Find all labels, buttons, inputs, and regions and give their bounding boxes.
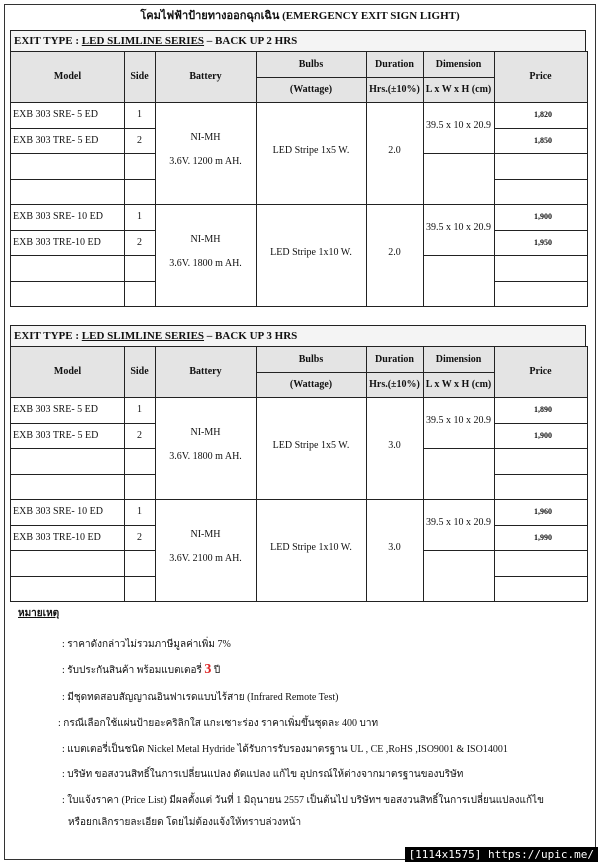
dimension-divider xyxy=(423,448,494,449)
row-divider xyxy=(494,576,587,577)
warranty-years: 3 xyxy=(204,662,212,677)
note-line-pricelist-cont: หรือยกเลิกรายละเอียด โดยไม่ต้องแจ้งให้ทราบล่วงหน้า xyxy=(68,817,302,828)
dimension-cell: 39.5 x 10 x 20.9 xyxy=(426,517,491,528)
battery-spec: 3.6V. 1800 m AH. xyxy=(169,451,242,462)
notes xyxy=(18,606,588,828)
column-divider xyxy=(366,347,367,601)
duration-cell: 3.0 xyxy=(388,440,401,451)
note-line-warranty xyxy=(62,662,220,678)
header-model: Model xyxy=(53,366,82,377)
note-line-acrylic: : กรณีเลือกใช้แผ่นป้ายอะคริลิกใส แกะเซาะร่อง ราคาเพิ่มขึ้นชุดละ 400 บาท xyxy=(58,718,379,729)
price-cell: 1,960 xyxy=(534,507,552,516)
battery-spec: 3.6V. 2100 m AH. xyxy=(169,553,242,564)
note-line-remote-test: : มีชุดทดสอบสัญญาณอินฟาเรดแบบไร้สาย (Infrared Remote Test) xyxy=(62,692,339,703)
section-backup-2hrs xyxy=(10,30,586,307)
model-cell: EXB 303 TRE- 5 ED xyxy=(13,134,99,146)
price-table xyxy=(10,51,588,307)
model-cell: EXB 303 TRE-10 ED xyxy=(13,531,101,543)
header-hrs: Hrs.(±10%) xyxy=(369,84,420,95)
battery-type: NI-MH xyxy=(190,529,221,540)
battery-type: NI-MH xyxy=(190,427,221,438)
header-mid-divider xyxy=(256,77,494,78)
column-divider xyxy=(366,52,367,306)
section-header-prefix: EXIT TYPE : xyxy=(14,330,82,342)
row-divider xyxy=(494,474,587,475)
bulb-cell: LED Stripe 1x5 W. xyxy=(272,440,350,451)
dimension-divider xyxy=(423,153,494,154)
header-battery: Battery xyxy=(189,71,222,82)
row-divider xyxy=(494,153,587,154)
row-divider xyxy=(11,255,155,256)
row-divider xyxy=(494,448,587,449)
header-duration: Duration xyxy=(375,354,414,365)
side-cell: 2 xyxy=(137,134,142,146)
header-model: Model xyxy=(53,71,82,82)
section-header-series: LED SLIMLINE SERIES xyxy=(81,330,205,342)
row-divider xyxy=(494,550,587,551)
header-lwh: L x W x H (cm) xyxy=(425,84,492,95)
page-title: โคมไฟฟ้าป้ายทางออกฉุกเฉิน (EMERGENCY EXIT SIGN LIGHT) xyxy=(140,10,460,22)
model-cell: EXB 303 SRE- 5 ED xyxy=(13,109,98,120)
note-line-pricelist: : ใบแจ้งราคา (Price List) มีผลตั้งแต่ วันที่ 1 มิถุนายน 2557 เป็นต้นไป บริษัทฯ ขอสงวนสิทธิ์ในการเปลี่ยนแปลงแก้ไข xyxy=(62,795,544,806)
column-divider xyxy=(423,347,424,601)
row-divider xyxy=(11,550,155,551)
dimension-divider xyxy=(423,550,494,551)
header-mid-divider xyxy=(256,372,494,373)
note-line-vat: : ราคาดังกล่าวไม่รวมภาษีมูลค่าเพิ่ม 7% xyxy=(62,639,231,650)
section-header xyxy=(10,30,586,51)
header-dimension: Dimension xyxy=(435,59,482,70)
model-cell: EXB 303 TRE- 5 ED xyxy=(13,429,99,441)
side-cell: 1 xyxy=(137,404,142,415)
duration-cell: 2.0 xyxy=(388,247,401,258)
header-bulbs: Bulbs xyxy=(298,354,324,365)
dimension-cell: 39.5 x 10 x 20.9 xyxy=(426,415,491,426)
section-backup-3hrs xyxy=(10,325,586,602)
model-cell: EXB 303 SRE- 10 ED xyxy=(13,506,103,517)
column-divider xyxy=(256,52,257,306)
watermark: [1114x1575] https://upic.me/ xyxy=(405,847,598,862)
section-header-suffix: – BACK UP 2 HRS xyxy=(204,35,298,47)
price-cell: 1,950 xyxy=(534,237,552,247)
bulb-cell: LED Stripe 1x10 W. xyxy=(270,247,352,258)
model-cell: EXB 303 TRE-10 ED xyxy=(13,236,101,248)
side-cell: 1 xyxy=(137,211,142,222)
row-divider xyxy=(494,255,587,256)
notes-title: หมายเหตุ xyxy=(18,608,60,619)
column-divider xyxy=(256,347,257,601)
section-header-prefix: EXIT TYPE : xyxy=(14,35,82,47)
side-cell: 1 xyxy=(137,109,142,120)
side-cell: 2 xyxy=(137,531,142,543)
row-divider xyxy=(11,474,155,475)
row-divider xyxy=(11,153,155,154)
header-wattage: (Wattage) xyxy=(289,84,333,95)
battery-spec: 3.6V. 1200 m AH. xyxy=(169,156,242,167)
header-price: Price xyxy=(529,71,552,82)
side-cell: 2 xyxy=(137,429,142,441)
model-cell: EXB 303 SRE- 5 ED xyxy=(13,404,98,415)
battery-type: NI-MH xyxy=(190,132,221,143)
row-divider xyxy=(11,179,155,180)
header-wattage: (Wattage) xyxy=(289,379,333,390)
price-cell: 1,890 xyxy=(534,405,552,414)
row-divider xyxy=(11,576,155,577)
header-hrs: Hrs.(±10%) xyxy=(369,379,420,390)
dimension-cell: 39.5 x 10 x 20.9 xyxy=(426,120,491,131)
header-price: Price xyxy=(529,366,552,377)
section-header xyxy=(10,325,586,346)
note-line-rights: : บริษัท ขอสงวนสิทธิ์ในการเปลี่ยนแปลง ดัดแปลง แก้ไข อุปกรณ์ให้ต่างจากมาตรฐานของบริษัท xyxy=(62,769,464,780)
model-cell: EXB 303 SRE- 10 ED xyxy=(13,211,103,222)
section-header-suffix: – BACK UP 3 HRS xyxy=(204,330,298,342)
duration-cell: 2.0 xyxy=(388,145,401,156)
header-dimension: Dimension xyxy=(435,354,482,365)
note-line-battery: : แบตเตอรี่เป็นชนิด Nickel Metal Hydride ได้รับการรับรองมาตรฐาน UL , CE ,RoHS ,ISO9001 & ISO14001 xyxy=(62,744,508,755)
bulb-cell: LED Stripe 1x10 W. xyxy=(270,542,352,553)
price-cell: 1,850 xyxy=(534,135,552,145)
header-duration: Duration xyxy=(375,59,414,70)
battery-type: NI-MH xyxy=(190,234,221,245)
row-divider xyxy=(494,281,587,282)
note-warranty-text: : รับประกันสินค้า พร้อมแบตเตอรี่ xyxy=(62,665,202,676)
header-battery: Battery xyxy=(189,366,222,377)
header-lwh: L x W x H (cm) xyxy=(425,379,492,390)
header-side: Side xyxy=(130,71,149,82)
side-cell: 1 xyxy=(137,506,142,517)
price-cell: 1,900 xyxy=(534,430,552,440)
header-side: Side xyxy=(130,366,149,377)
dimension-cell: 39.5 x 10 x 20.9 xyxy=(426,222,491,233)
row-divider xyxy=(11,448,155,449)
duration-cell: 3.0 xyxy=(388,542,401,553)
price-cell: 1,900 xyxy=(534,212,552,221)
battery-spec: 3.6V. 1800 m AH. xyxy=(169,258,242,269)
dimension-divider xyxy=(423,255,494,256)
price-table xyxy=(10,346,588,602)
price-cell: 1,820 xyxy=(534,110,552,119)
row-divider xyxy=(494,179,587,180)
price-cell: 1,990 xyxy=(534,532,552,542)
bulb-cell: LED Stripe 1x5 W. xyxy=(272,145,350,156)
warranty-unit: ปี xyxy=(213,665,221,676)
side-cell: 2 xyxy=(137,236,142,248)
row-divider xyxy=(11,281,155,282)
header-bulbs: Bulbs xyxy=(298,59,324,70)
section-header-series: LED SLIMLINE SERIES xyxy=(81,35,205,47)
column-divider xyxy=(423,52,424,306)
